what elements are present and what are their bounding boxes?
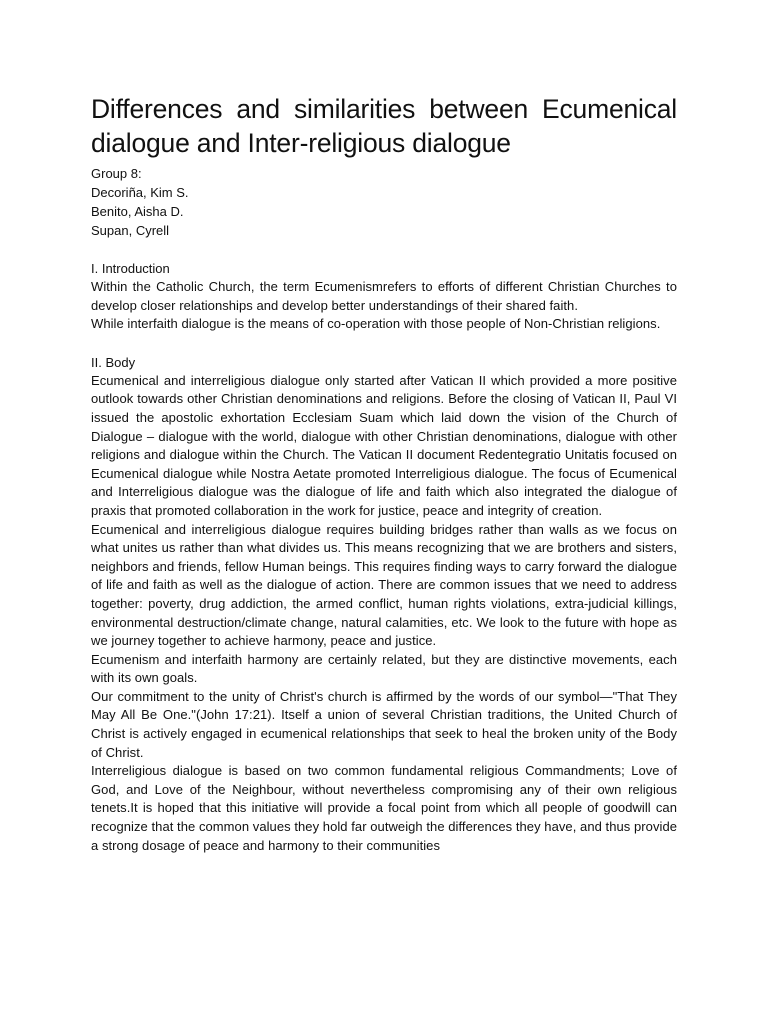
introduction-heading: I. Introduction [91, 261, 170, 276]
document-title: Differences and similarities between Ecumenical dialogue and Inter-religious dialogue [91, 94, 677, 158]
body-paragraph: Our commitment to the unity of Christ's church is affirmed by the words of our symbol—"That They May All Be One."(John 17:21). Itself a union of several Christian traditions, the United Church of Christ is actively engaged in ecumenical relationships that seek to heal the broken unity of the Body of Christ. [91, 688, 677, 760]
intro-paragraph: Within the Catholic Church, the term Ecumenismrefers to efforts of different Christian Churches to develop closer relationships and develop better understandings of their shared faith. [91, 279, 677, 313]
body-paragraph: Ecumenism and interfaith harmony are certainly related, but they are distinctive movements, each with its own goals. [91, 651, 677, 686]
member-name: Supan, Cyrell [91, 223, 170, 238]
intro-paragraph: While interfaith dialogue is the means of co-operation with those people of Non-Christian religions. [91, 316, 661, 332]
body-heading: II. Body [91, 354, 136, 370]
body-paragraph: Interreligious dialogue is based on two common fundamental religious Commandments; Love of God, and Love of the Neighbour, without nevertheless compromising any of their own religious tenets.It is hoped that this initiative will provide a focal point from which all people of goodwill can recognize that the common values they hold far outweigh the differences they have, and thus provide a strong dosage of peace and harmony to their communities [91, 763, 677, 853]
body-paragraph: Ecumenical and interreligious dialogue only started after Vatican II which provided a more positive outlook towards other Christian denominations and religions. Before the closing of Vatican II, Paul VI issued the apostolic exhortation Ecclesiam Suam which laid down the vision of the Church of Dialogue – dialogue with the world, dialogue with other Christian denominations, dialogue with other religions and dialogue within the Church. The Vatican II document Redentegratio Unitatis focused on Ecumenical dialogue while Nostra Aetate promoted Interreligious dialogue. The focus of Ecumenical and Interreligious dialogue was the dialogue of life and faith which also integrated the dialogue of praxis that promoted collaboration in the work for justice, peace and integrity of creation. [91, 372, 677, 518]
document-page [91, 92, 677, 855]
member-name: Benito, Aisha D. [91, 204, 184, 219]
group-label: Group 8: [91, 166, 142, 181]
body-paragraph: Ecumenical and interreligious dialogue requires building bridges rather than walls as we focus on what unites us rather than what divides us. This means recognizing that we are brothers and sisters, neighbors and friends, fellow Human beings. This requires finding ways to carry forward the dialogue of life and faith as well as the dialogue of action. There are common issues that we need to address together: poverty, drug addiction, the armed conflict, human rights violations, extra-judicial killings, environmental destruction/climate change, natural calamities, etc. We look to the future with hope as we journey together to achieve harmony, peace and justice. [91, 521, 677, 649]
member-name: Decoriña, Kim S. [91, 185, 189, 200]
spacer [91, 334, 677, 353]
spacer [91, 240, 677, 259]
